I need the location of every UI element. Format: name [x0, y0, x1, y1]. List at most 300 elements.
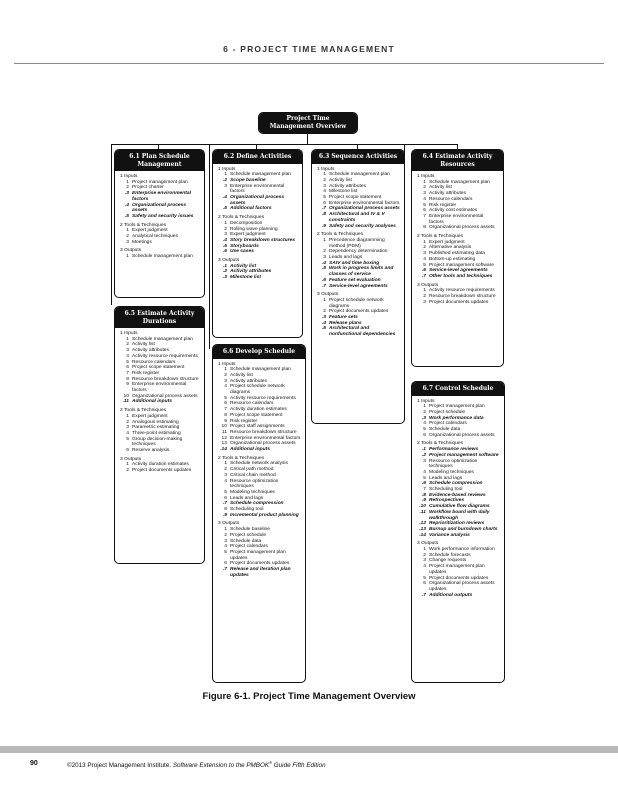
list-item — [218, 513, 301, 519]
item-text: Group decision-making techniques — [132, 436, 183, 448]
item-number: .6 — [222, 249, 227, 255]
list-item — [120, 437, 200, 448]
item-number: .5 — [321, 266, 326, 272]
item-number: 5 — [126, 436, 129, 442]
item-text: Project management software — [429, 452, 499, 458]
section-heading: 1 Inputs — [120, 174, 138, 179]
item-text: Project documents updates — [429, 299, 489, 305]
item-number: 1 — [126, 254, 129, 260]
item-text: Leads and lags — [429, 475, 463, 481]
item-number: 3 — [224, 378, 227, 384]
item-number: 2 — [126, 468, 129, 474]
item-number: .4 — [321, 320, 326, 326]
item-number: .2 — [421, 452, 426, 458]
item-text: Schedule network analysis — [230, 461, 288, 467]
item-number: 6 — [423, 581, 426, 587]
item-number: 6 — [224, 495, 227, 501]
item-text: Modeling techniques — [429, 469, 474, 475]
item-number: 1 — [423, 288, 426, 294]
item-text: Schedule forecasts — [429, 552, 471, 558]
item-text: Enterprise environmental factors — [429, 213, 484, 225]
section-heading: 3 Outputs — [417, 541, 439, 547]
item-number: .5 — [222, 206, 227, 212]
item-text: Milestone list — [329, 189, 358, 195]
item-text: Activity list — [230, 372, 253, 378]
item-number: 5 — [224, 489, 227, 495]
item-number: .3 — [321, 315, 326, 321]
section — [417, 174, 499, 231]
item-number: .11 — [122, 399, 129, 405]
item-number: 5 — [323, 195, 326, 201]
item-text: Project management software — [429, 262, 494, 268]
item-text: Project documents updates — [230, 561, 290, 567]
box-title: 6.3 Sequence Activities — [312, 150, 404, 164]
item-number: 5 — [126, 359, 129, 365]
item-number: .10 — [419, 504, 426, 510]
box-body — [115, 171, 204, 262]
connector-left-trunk — [111, 144, 112, 305]
item-number: .1 — [421, 447, 426, 453]
section-heading: 1 Inputs — [120, 331, 138, 336]
connector-66-trunk — [209, 144, 210, 349]
root-node — [258, 112, 358, 134]
list-item — [317, 212, 400, 223]
item-text: Schedule management plan — [132, 336, 193, 342]
item-number: 2 — [224, 226, 227, 232]
section-heading: 3 Outputs — [218, 521, 240, 527]
item-number: 2 — [126, 342, 129, 348]
item-number: .2 — [222, 269, 227, 275]
item-text: Burnup and burndown charts — [429, 526, 498, 532]
section-heading: 2 Tools & Techniques — [218, 455, 265, 461]
item-text: Expert judgment — [132, 228, 168, 234]
list-item — [218, 447, 301, 453]
item-number: 3 — [423, 299, 426, 305]
item-text: Activity duration estimates — [230, 407, 287, 413]
item-text: Schedule compression — [230, 501, 284, 507]
item-number: 4 — [323, 189, 326, 195]
item-text: Use cases — [230, 249, 254, 255]
item-number: 4 — [423, 196, 426, 202]
item-number: 3 — [126, 348, 129, 354]
copyright-title: Software Extension to the PMBOK — [172, 762, 270, 770]
section-heading: 1 Inputs — [218, 361, 236, 367]
list-item — [317, 284, 400, 290]
item-text: Activity list — [230, 263, 257, 269]
item-number: 3 — [224, 183, 227, 189]
item-number: 4 — [224, 384, 227, 390]
list-item — [120, 399, 200, 405]
item-text: Modeling techniques — [230, 489, 275, 495]
item-number: 3 — [323, 183, 326, 189]
item-text: Retrospectives — [429, 498, 465, 504]
section-heading: 1 Inputs — [218, 166, 236, 172]
item-text: Resource breakdown structure — [230, 429, 297, 435]
item-text: Architectural and nonfunctional dependencies — [329, 326, 396, 338]
item-number: 4 — [224, 544, 227, 550]
item-text: Expert judgment — [132, 413, 168, 419]
item-number: .4 — [321, 260, 326, 266]
item-number: 5 — [423, 575, 426, 581]
process-6-3-sequence-activities — [311, 149, 405, 424]
footer-rule — [0, 746, 618, 753]
item-text: Project calendars — [230, 544, 268, 550]
item-number: 9 — [126, 382, 129, 388]
item-number: 3 — [224, 538, 227, 544]
item-number: .11 — [419, 509, 426, 515]
list-item — [120, 191, 200, 202]
item-text: Organizational process assets — [230, 195, 285, 206]
item-text: Organizational process assets — [132, 202, 187, 214]
item-number: .12 — [419, 521, 426, 527]
list-item — [417, 225, 499, 231]
list-item — [218, 184, 298, 195]
section-heading: 2 Tools & Techniques — [218, 215, 265, 221]
box-body — [115, 328, 204, 476]
item-text: Enterprise environmental factors — [230, 183, 285, 195]
item-text: Organizational process assets updates — [429, 581, 495, 592]
item-number: .9 — [321, 223, 326, 229]
header-rule — [14, 63, 604, 64]
item-number: 3 — [224, 232, 227, 238]
list-item — [120, 382, 200, 393]
item-number: .8 — [321, 212, 326, 218]
item-text: Other tools and techniques — [429, 273, 493, 279]
item-number: 3 — [126, 239, 129, 245]
item-number: .4 — [222, 195, 227, 201]
item-text: Incremental product planning — [230, 512, 299, 518]
item-text: Schedule data — [429, 427, 461, 433]
section — [317, 292, 400, 338]
item-text: Expert judgment — [429, 239, 465, 245]
item-number: .5 — [321, 326, 326, 332]
item-text: Project schedule network diagrams — [329, 297, 384, 309]
list-item — [218, 249, 298, 255]
item-number: 3 — [224, 472, 227, 478]
item-text: Resource calendars — [132, 359, 176, 365]
item-number: 5 — [423, 262, 426, 268]
section-heading: 3 Outputs — [120, 248, 142, 254]
section — [218, 167, 298, 213]
item-text: Milestone list — [230, 275, 261, 281]
item-number: 4 — [423, 256, 426, 262]
list-item — [218, 567, 301, 578]
process-6-7-control-schedule — [411, 381, 505, 683]
item-text: Bottom-up estimating — [429, 256, 476, 262]
item-text: Schedule management plan — [132, 254, 193, 260]
item-text: Scheduling tool — [429, 487, 463, 493]
item-number: .8 — [421, 492, 426, 498]
item-number: 2 — [423, 185, 426, 191]
item-number: 1 — [126, 179, 129, 185]
connector-left-top — [111, 144, 158, 145]
list-item — [417, 533, 500, 539]
item-number: 2 — [224, 372, 227, 378]
item-text: Parametric estimating — [132, 425, 180, 431]
item-number: 2 — [126, 419, 129, 425]
list-item — [417, 300, 499, 306]
item-number: 4 — [423, 421, 426, 427]
item-text: Enterprise environmental factors — [329, 200, 400, 206]
list-item — [218, 195, 298, 206]
item-number: 2 — [224, 467, 227, 473]
box-title: 6.5 Estimate Activity Durations — [115, 307, 204, 328]
item-text: Project management plan — [429, 404, 485, 410]
process-6-1-plan-schedule-management — [114, 149, 205, 298]
item-number: 6 — [423, 208, 426, 214]
item-text: Decomposition — [230, 220, 263, 226]
item-text: Activity attributes — [429, 191, 466, 197]
item-number: .7 — [421, 273, 426, 279]
box-title: 6.6 Develop Schedule — [213, 345, 305, 359]
list-item — [218, 550, 301, 561]
section — [120, 174, 200, 220]
item-text: Additional factors — [230, 206, 272, 212]
list-item — [218, 479, 301, 490]
item-number: 1 — [126, 462, 129, 468]
section — [317, 167, 400, 230]
list-item — [120, 214, 200, 220]
item-number: 3 — [323, 255, 326, 261]
item-number: 1 — [423, 547, 426, 553]
item-number: .7 — [321, 283, 326, 289]
item-number: 2 — [323, 249, 326, 255]
item-text: Additional inputs — [230, 447, 270, 453]
item-number: 2 — [423, 245, 426, 251]
item-text: Schedule management plan — [429, 179, 490, 185]
item-number: .4 — [124, 202, 129, 208]
section — [417, 283, 499, 306]
list-item — [417, 593, 500, 599]
item-text: Activity duration estimates — [132, 462, 189, 468]
item-number: .7 — [222, 567, 227, 573]
item-text: Activity list — [132, 342, 155, 348]
item-text: Work performance information — [429, 547, 495, 553]
item-text: Published estimating data — [429, 251, 486, 257]
item-number: 1 — [323, 237, 326, 243]
item-number: 5 — [423, 475, 426, 481]
item-number: 1 — [423, 179, 426, 185]
item-text: Risk register — [230, 418, 258, 424]
item-text: Performance reviews — [429, 447, 479, 453]
list-item — [417, 564, 500, 575]
process-6-5-estimate-activity-durations — [114, 306, 205, 564]
list-item — [120, 448, 200, 454]
item-text: Risk register — [132, 370, 160, 376]
item-text: Rolling wave planning — [230, 226, 278, 232]
section — [120, 408, 200, 454]
item-text: Activity attributes — [329, 183, 366, 189]
item-text: Project schedule network diagrams — [230, 384, 285, 396]
item-number: 1 — [224, 172, 227, 178]
section — [120, 248, 200, 259]
item-number: .13 — [419, 526, 426, 532]
box-body — [412, 171, 503, 307]
item-number: .14 — [220, 447, 227, 453]
item-text: Release plans — [329, 320, 362, 326]
item-number: 8 — [224, 507, 227, 513]
item-text: Leads and lags — [230, 495, 264, 501]
section-heading: 2 Tools & Techniques — [417, 234, 464, 240]
item-text: Project staff assignments — [230, 424, 285, 430]
section — [218, 258, 298, 281]
item-text: Enterprise environmental factors — [132, 191, 191, 202]
item-number: 6 — [323, 200, 326, 206]
process-6-4-estimate-activity-resources — [411, 149, 504, 367]
list-item — [417, 214, 499, 225]
item-text: Reserve analysis — [132, 448, 170, 454]
section — [218, 362, 301, 453]
item-number: 11 — [221, 429, 227, 435]
process-6-2-define-activities — [212, 149, 303, 338]
item-text: Additional outputs — [429, 592, 473, 598]
section — [417, 541, 500, 598]
item-text: Cumulative flow diagrams — [429, 504, 490, 510]
item-number: 1 — [126, 228, 129, 234]
item-number: 5 — [423, 202, 426, 208]
item-number: 4 — [423, 564, 426, 570]
item-number: 1 — [323, 172, 326, 178]
list-item — [317, 326, 400, 337]
item-text: Critical path method — [230, 467, 274, 473]
section — [120, 223, 200, 246]
item-text: Story breakdown structures — [230, 237, 295, 243]
item-text: Project management plan updates — [230, 550, 286, 561]
section-heading: 2 Tools & Techniques — [120, 408, 167, 414]
item-number: 4 — [423, 469, 426, 475]
item-text: Project scope statement — [132, 365, 185, 371]
chapter-header: 6 - PROJECT TIME MANAGEMENT — [223, 44, 395, 54]
item-text: Feature set evaluation — [329, 277, 381, 283]
item-text: Resource optimization techniques — [230, 478, 279, 490]
section — [120, 457, 200, 474]
item-text: Feature sets — [329, 315, 358, 321]
list-item — [120, 254, 200, 260]
item-number: .4 — [222, 237, 227, 243]
item-number: .14 — [419, 532, 426, 538]
item-text: Project documents updates — [429, 575, 489, 581]
item-text: Resource calendars — [230, 401, 274, 407]
item-text: Storyboards — [230, 243, 259, 249]
connector-root-down — [307, 133, 308, 144]
item-text: Precedence diagramming method (PDM) — [329, 237, 385, 249]
section — [218, 521, 301, 578]
item-text: Organizational process assets — [329, 206, 400, 212]
list-item — [218, 275, 298, 281]
item-text: Project documents updates — [132, 468, 192, 474]
item-text: Change requests — [429, 558, 467, 564]
item-text: Resource breakdown structure — [132, 376, 199, 382]
item-text: Project management plan updates — [429, 564, 485, 575]
item-number: 10 — [123, 393, 129, 399]
figure-caption: Figure 6-1. Project Time Management Overview — [202, 691, 416, 702]
item-text: Schedule data — [230, 538, 262, 544]
item-text: Activity list — [329, 177, 352, 183]
item-number: 2 — [323, 309, 326, 315]
section-heading: 2 Tools & Techniques — [417, 441, 464, 447]
item-number: 2 — [423, 294, 426, 300]
item-number: .9 — [222, 512, 227, 518]
item-number: 6 — [126, 365, 129, 371]
box-title: 6.7 Control Schedule — [412, 382, 504, 396]
item-number: 1 — [423, 239, 426, 245]
item-text: Activity resource requirements — [429, 288, 495, 294]
item-text: Schedule baseline — [230, 527, 270, 533]
list-item — [218, 384, 301, 395]
root-title: Project Time Management Overview — [259, 113, 357, 133]
item-number: 1 — [224, 527, 227, 533]
section — [120, 331, 200, 405]
item-number: 6 — [423, 432, 426, 438]
item-text: Project documents updates — [329, 309, 389, 315]
list-item — [317, 266, 400, 277]
item-text: Alternative analysis — [429, 245, 472, 251]
item-number: .7 — [321, 206, 326, 212]
item-text: Analytical techniques — [132, 234, 178, 240]
section — [218, 215, 298, 255]
item-text: Work performance data — [429, 415, 484, 421]
item-number: 3 — [423, 458, 426, 464]
item-text: SAIV and time boxing — [329, 260, 380, 266]
list-item — [120, 203, 200, 214]
item-text: Schedule compression — [429, 481, 483, 487]
item-text: Scope baseline — [230, 177, 266, 183]
item-number: .7 — [421, 592, 426, 598]
list-item — [417, 459, 500, 470]
section — [317, 232, 400, 289]
item-text: Project schedule — [230, 532, 267, 538]
item-text: Reprioritization reviews — [429, 521, 485, 527]
connector-66-top — [209, 144, 256, 145]
list-item — [120, 468, 200, 474]
item-text: Additional inputs — [132, 399, 172, 405]
list-item — [120, 240, 200, 246]
item-text: Activity resource requirements — [132, 353, 198, 359]
item-number: 9 — [224, 418, 227, 424]
copyright-prefix: ©2013 Project Management Institute. — [67, 762, 173, 770]
copyright-line — [67, 760, 326, 769]
item-text: Resource optimization techniques — [429, 458, 478, 470]
item-number: 2 — [323, 177, 326, 183]
item-number: .9 — [421, 498, 426, 504]
item-text: Safety and security issues — [132, 213, 194, 219]
item-text: Variance analysis — [429, 532, 470, 538]
item-text: Project scope statement — [230, 412, 283, 418]
item-number: 7 — [423, 487, 426, 493]
item-number: 7 — [224, 407, 227, 413]
section-heading: 1 Inputs — [417, 398, 435, 404]
list-item — [417, 510, 500, 521]
item-text: Schedule management plan — [329, 172, 390, 178]
section — [417, 399, 500, 439]
section — [417, 234, 499, 280]
item-number: .2 — [222, 177, 227, 183]
item-text: Leads and lags — [329, 255, 363, 261]
item-text: Service-level agreements — [429, 268, 488, 274]
item-number: 2 — [126, 234, 129, 240]
item-number: 13 — [221, 441, 227, 447]
item-number: 3 — [126, 425, 129, 431]
item-text: Activity cost estimates — [429, 208, 478, 214]
section-heading: 3 Outputs — [218, 258, 240, 264]
item-number: 8 — [224, 412, 227, 418]
item-number: 3 — [423, 251, 426, 257]
item-text: Resource breakdown structure — [429, 294, 496, 300]
section — [218, 456, 301, 519]
list-item — [317, 238, 400, 249]
item-text: Critical chain method — [230, 472, 276, 478]
item-number: 4 — [126, 430, 129, 436]
